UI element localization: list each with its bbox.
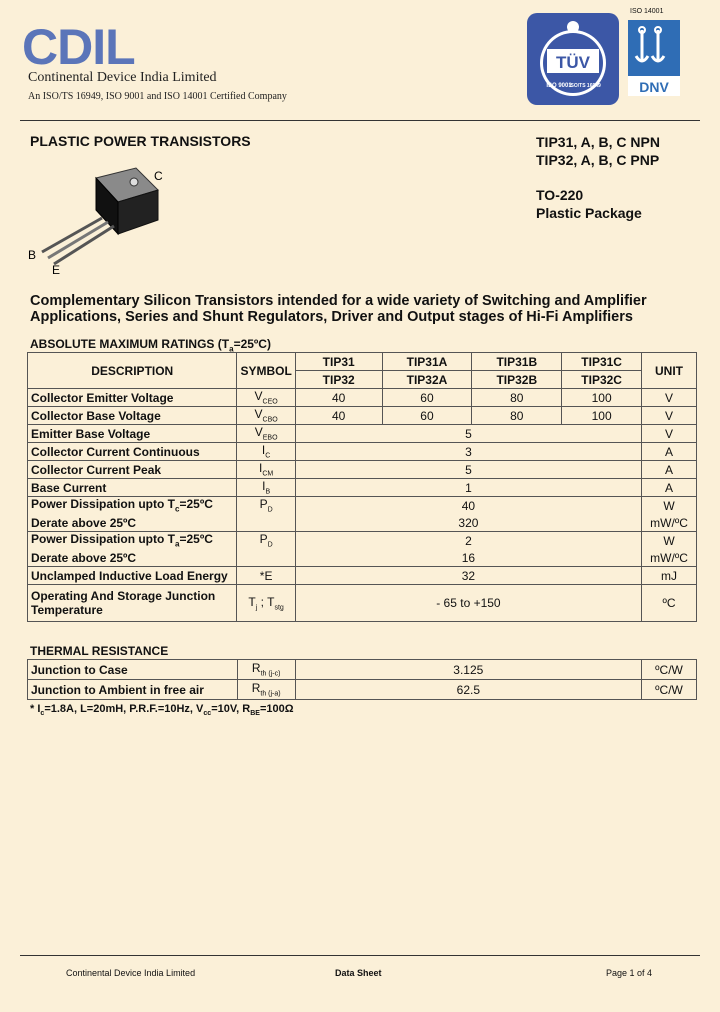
row-desc: Power Dissipation upto $T_c=25ºC$ — [28, 497, 237, 515]
row-value: 80 — [472, 389, 562, 407]
row-value: 16 — [295, 549, 641, 567]
row-unit: A — [642, 443, 697, 461]
table-row — [28, 514, 697, 532]
table-row — [28, 567, 697, 585]
row-symbol: $R_{th (j-c)}$ — [237, 660, 295, 680]
thermal-heading: THERMAL RESISTANCE — [30, 644, 169, 658]
tuv-subtext: MANAGEMENT SERVICE — [552, 73, 594, 77]
row-desc: Base Current — [28, 479, 237, 497]
row-value: 5 — [295, 461, 641, 479]
col-tip31a: TIP31A — [382, 353, 472, 371]
row-symbol: $V_{EBO}$ — [237, 425, 295, 443]
col-symbol: SYMBOL — [237, 353, 295, 389]
tuv-badge-graphic — [527, 13, 619, 105]
table-row — [28, 443, 697, 461]
col-unit: UNIT — [642, 353, 697, 389]
footer-datasheet: Data Sheet — [335, 968, 382, 978]
part-pnp: TIP32, A, B, C PNP — [536, 152, 660, 168]
certification-line: An ISO/TS 16949, ISO 9001 and ISO 14001 Certified Company — [28, 91, 287, 102]
package-info — [536, 186, 642, 222]
row-unit: W — [642, 532, 697, 550]
footer-page: Page 1 of 4 — [606, 968, 653, 978]
row-symbol: $I_{CM}$ — [237, 461, 295, 479]
row-symbol: $R_{th (j-a)}$ — [237, 680, 295, 700]
company-name: Continental Device India Limited — [28, 70, 217, 85]
row-desc: Unclamped Inductive Load Energy — [28, 567, 237, 585]
row-value: 40 — [295, 497, 641, 515]
row-value: 60 — [382, 389, 472, 407]
row-value: - 65 to +150 — [295, 585, 641, 622]
row-symbol: $V_{CBO}$ — [237, 407, 295, 425]
row-unit: A — [642, 461, 697, 479]
row-unit: A — [642, 479, 697, 497]
row-desc: Junction to Ambient in free air — [28, 680, 238, 700]
anchor-icon — [628, 20, 680, 96]
part-npn: TIP31, A, B, C NPN — [536, 134, 660, 150]
table-row — [28, 660, 697, 680]
abs-max-table — [27, 352, 697, 622]
row-value: 2 — [295, 532, 641, 550]
abs-max-heading: ABSOLUTE MAXIMUM RATINGS $(T_a=25ºC)$ — [30, 337, 271, 354]
row-desc: Power Dissipation upto $T_a=25ºC$ — [28, 532, 237, 550]
row-unit: mW/ºC — [642, 549, 697, 567]
row-value: 40 — [295, 389, 382, 407]
row-desc: Collector Current Peak — [28, 461, 237, 479]
row-unit: V — [642, 407, 697, 425]
row-symbol: $P_D$ — [237, 497, 295, 515]
package-type: Plastic Package — [536, 205, 642, 221]
row-unit: W — [642, 497, 697, 515]
row-value: 40 — [295, 407, 382, 425]
row-unit: V — [642, 425, 697, 443]
table-row — [28, 549, 697, 567]
pin-c-label: C — [154, 169, 163, 183]
row-unit: ºC — [642, 585, 697, 622]
col-tip32: TIP32 — [295, 371, 382, 389]
row-value: 62.5 — [295, 680, 641, 700]
row-symbol: $I_C$ — [237, 443, 295, 461]
row-symbol — [237, 514, 295, 532]
footer-company: Continental Device India Limited — [66, 968, 196, 978]
row-symbol: *E — [237, 567, 295, 585]
package-name: TO-220 — [536, 187, 584, 203]
row-desc: Collector Emitter Voltage — [28, 389, 237, 407]
iso-14001-label: ISO 14001 — [630, 8, 664, 15]
row-value: 3 — [295, 443, 641, 461]
cdil-logo: CDIL — [22, 19, 135, 75]
product-title: PLASTIC POWER TRANSISTORS — [30, 133, 251, 149]
col-tip31: TIP31 — [295, 353, 382, 371]
row-value: 5 — [295, 425, 641, 443]
pin-e-label: E — [52, 263, 61, 277]
iso-9001-text: ISO 9001 — [546, 83, 572, 89]
dnv-text: DNV — [639, 79, 669, 95]
row-unit: mW/ºC — [642, 514, 697, 532]
col-tip32b: TIP32B — [472, 371, 562, 389]
row-symbol: $I_B$ — [237, 479, 295, 497]
footer-divider — [20, 955, 700, 956]
row-symbol — [237, 549, 295, 567]
to220-package-drawing — [26, 160, 186, 280]
col-tip31b: TIP31B — [472, 353, 562, 371]
thermal-table — [27, 659, 697, 700]
row-desc: Derate above 25ºC — [28, 514, 237, 532]
row-unit: V — [642, 389, 697, 407]
row-unit: mJ — [642, 567, 697, 585]
row-desc: Emitter Base Voltage — [28, 425, 237, 443]
tuv-text: TÜV — [556, 53, 590, 72]
table-row — [28, 425, 697, 443]
row-desc: Collector Base Voltage — [28, 407, 237, 425]
header-divider — [20, 120, 700, 121]
row-unit: ºC/W — [642, 680, 697, 700]
row-value: 80 — [472, 407, 562, 425]
table-row — [28, 585, 697, 622]
row-value: 3.125 — [295, 660, 641, 680]
table-row — [28, 389, 697, 407]
row-desc: Collector Current Continuous — [28, 443, 237, 461]
row-symbol: $V_{CEO}$ — [237, 389, 295, 407]
tuv-badge — [527, 13, 619, 105]
col-tip32a: TIP32A — [382, 371, 472, 389]
part-numbers — [536, 133, 660, 169]
pin-b-label: B — [28, 248, 37, 262]
row-value: 60 — [382, 407, 472, 425]
row-value: 100 — [562, 389, 642, 407]
table-header-row — [28, 353, 697, 371]
table-row — [28, 497, 697, 515]
table-row — [28, 532, 697, 550]
row-desc: Operating And Storage Junction Temperature — [28, 585, 237, 622]
row-value: 1 — [295, 479, 641, 497]
dnv-badge — [628, 20, 680, 96]
col-tip31c: TIP31C — [562, 353, 642, 371]
row-symbol: $T_j$ ; $T_{stg}$ — [237, 585, 295, 622]
row-value: 32 — [295, 567, 641, 585]
row-desc: Junction to Case — [28, 660, 238, 680]
row-value: 100 — [562, 407, 642, 425]
row-desc: Derate above 25ºC — [28, 549, 237, 567]
table-row — [28, 479, 697, 497]
row-value: 320 — [295, 514, 641, 532]
col-description: DESCRIPTION — [28, 353, 237, 389]
footnote: * $I_c=1.8A$, L=20mH, P.R.F.=10Hz, $V_{cc}=10V$, $R_{BE}=100\Omega$ — [30, 703, 294, 718]
description: Complementary Silicon Transistors intended for a wide variety of Switching and Amplifier Applications, Series and Shunt Regulators, Driver and Output stages of Hi-Fi Amplifiers — [30, 293, 647, 325]
row-unit: ºC/W — [642, 660, 697, 680]
table-row — [28, 680, 697, 700]
col-tip32c: TIP32C — [562, 371, 642, 389]
table-row — [28, 461, 697, 479]
iso-ts-text: ISO/TS 16949 — [569, 83, 601, 89]
row-symbol: $P_D$ — [237, 532, 295, 550]
table-row — [28, 407, 697, 425]
